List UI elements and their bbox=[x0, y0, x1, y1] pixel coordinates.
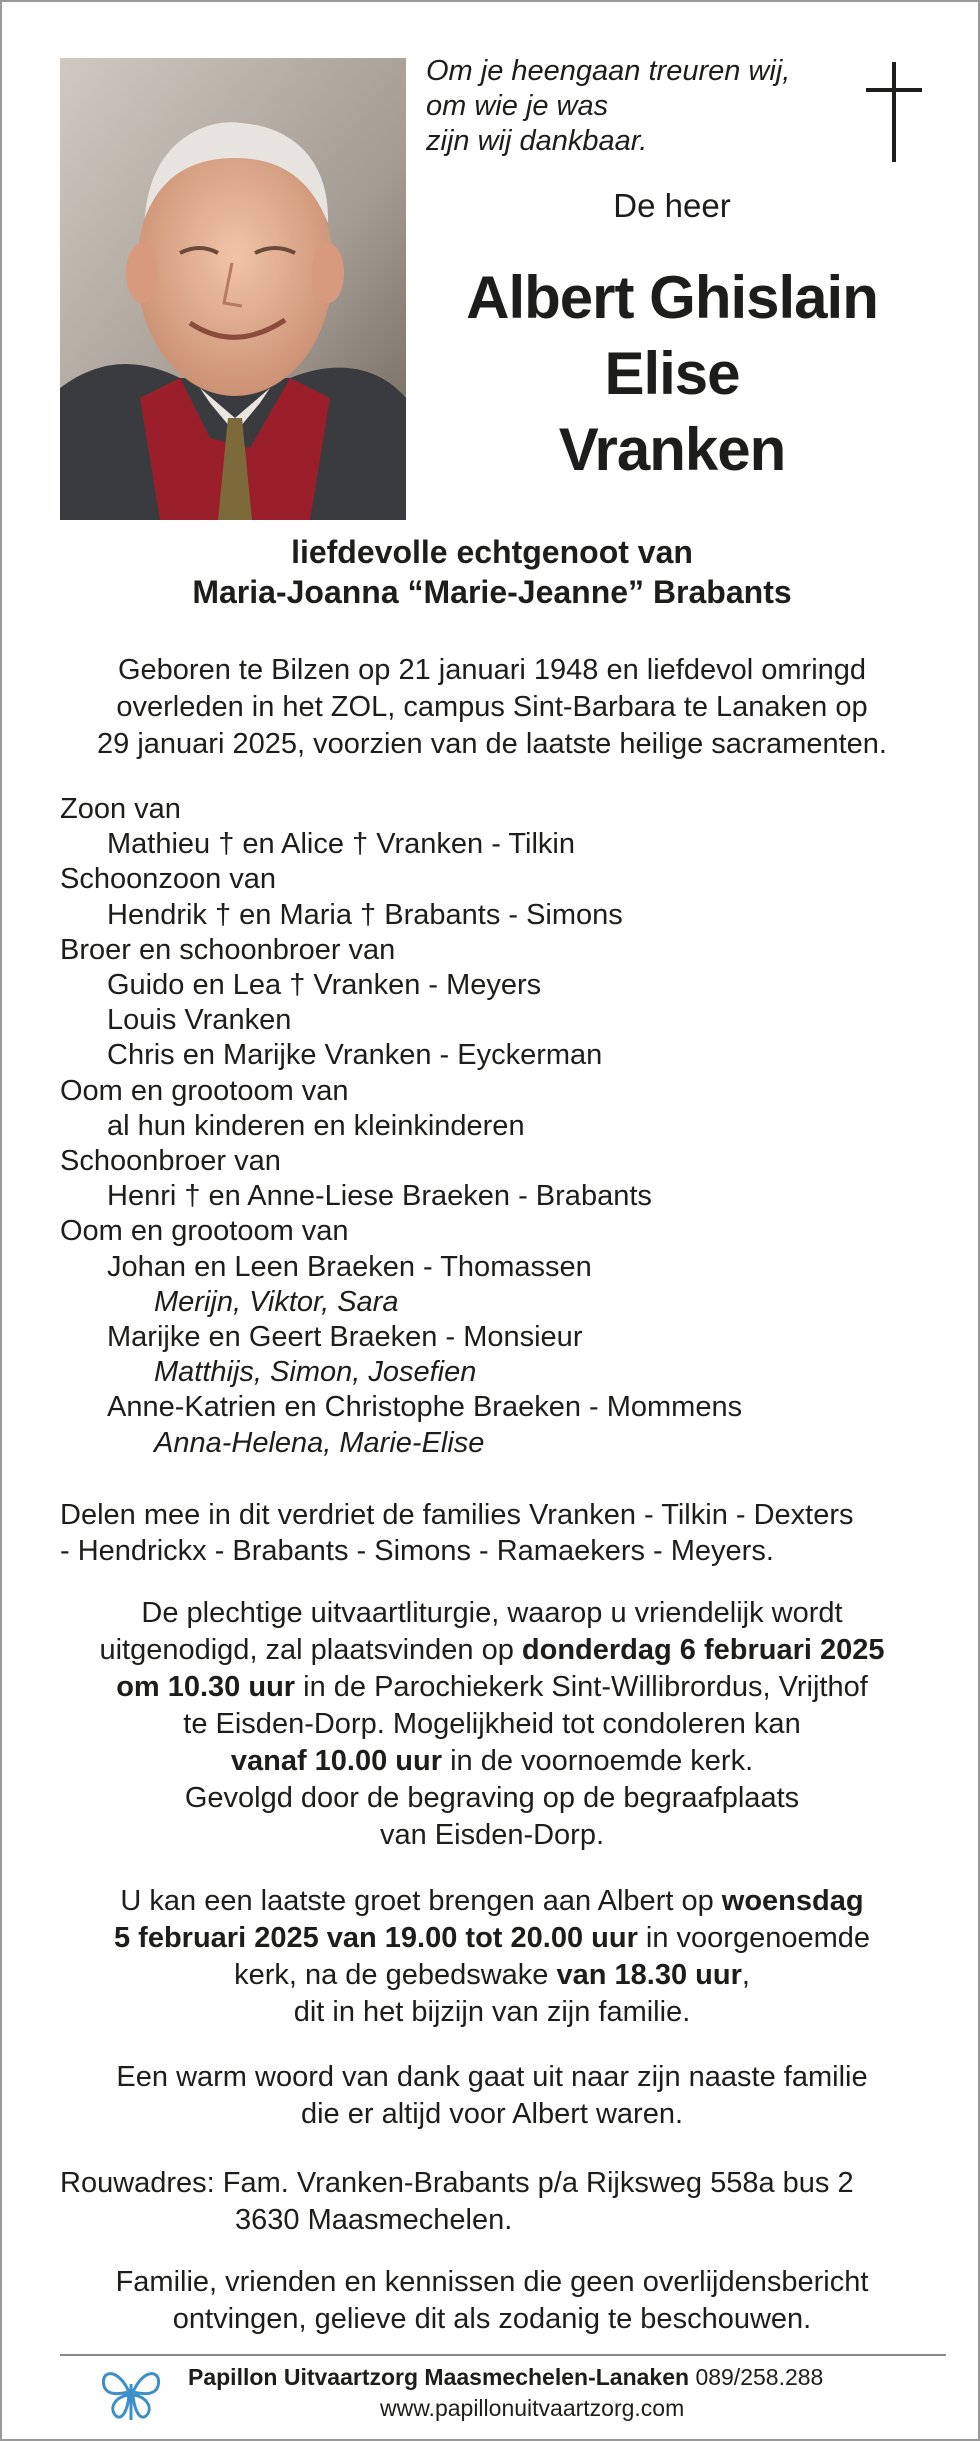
visit-day: woensdag bbox=[721, 1885, 864, 1917]
paragraph-line: Rouwadres: Fam. Vranken-Brabants p/a Rijksweg 558a bus 2 bbox=[60, 2167, 854, 2199]
paragraph-line: ontvingen, gelieve dit als zodanig te beschouwen. bbox=[172, 2303, 812, 2335]
notice-paragraph bbox=[2, 2264, 980, 2338]
paragraph-line: 3630 Maasmechelen. bbox=[235, 2204, 513, 2236]
paragraph-line: Familie, vrienden en kennissen die geen overlijdensbericht bbox=[115, 2266, 869, 2298]
paragraph-line: Gevolgd door de begraving op de begraafplaats bbox=[184, 1782, 800, 1814]
text-span: in voorgenoemde bbox=[637, 1922, 871, 1954]
text-span: in de Parochiekerk Sint-Willibrordus, Vrijthof bbox=[295, 1671, 868, 1703]
text-span: in de voornoemde kerk. bbox=[442, 1745, 754, 1777]
paragraph-line: - Hendrickx - Brabants - Simons - Ramaekers - Meyers. bbox=[60, 1535, 774, 1567]
paragraph-line: te Eisden-Dorp. Mogelijkheid tot condoleren kan bbox=[183, 1708, 801, 1740]
motto-line: zijn wij dankbaar. bbox=[426, 125, 648, 157]
family-list bbox=[60, 792, 742, 1461]
family-member: Louis Vranken bbox=[107, 1004, 292, 1037]
name-line: Elise bbox=[604, 340, 740, 407]
family-relation-heading: Zoon van bbox=[60, 793, 181, 825]
text-span: , bbox=[741, 1959, 750, 1991]
motto-line: om wie je was bbox=[426, 90, 609, 122]
ceremony-time: om 10.30 uur bbox=[116, 1671, 296, 1703]
condolence-time: vanaf 10.00 uur bbox=[230, 1745, 443, 1777]
paragraph-line bbox=[2, 1957, 980, 1994]
family-member: Marijke en Geert Braeken - Monsieur bbox=[107, 1321, 583, 1354]
family-member: al hun kinderen en kleinkinderen bbox=[107, 1109, 525, 1142]
paragraph-line: Een warm woord van dank gaat uit naar zijn naaste familie bbox=[116, 2061, 868, 2093]
funeral-ceremony-info bbox=[2, 1595, 980, 1854]
funeral-home-line bbox=[188, 2364, 823, 2391]
paragraph-line bbox=[2, 1920, 980, 1957]
family-member: Henri † en Anne-Liese Braeken - Brabants bbox=[107, 1180, 652, 1213]
paragraph-line: dit in het bijzijn van zijn familie. bbox=[293, 1996, 691, 2028]
grandchildren-names: Anna-Helena, Marie-Elise bbox=[154, 1426, 485, 1459]
motto-line: Om je heengaan treuren wij, bbox=[426, 55, 791, 87]
grandchildren-names: Matthijs, Simon, Josefien bbox=[154, 1356, 477, 1389]
family-member: Chris en Marijke Vranken - Eyckerman bbox=[107, 1039, 603, 1072]
cross-icon bbox=[866, 62, 922, 162]
honorific-title: De heer bbox=[613, 187, 731, 224]
sharing-families bbox=[60, 1497, 854, 1569]
family-relation-heading: Broer en schoonbroer van bbox=[60, 933, 396, 966]
butterfly-icon bbox=[98, 2362, 164, 2424]
visit-time: 5 februari 2025 van 19.00 tot 20.00 uur bbox=[113, 1922, 638, 1954]
paragraph-line: Geboren te Bilzen op 21 januari 1948 en liefdevol omringd bbox=[117, 654, 867, 686]
spouse-line: Maria-Joanna “Marie-Jeanne” Brabants bbox=[192, 574, 792, 610]
family-relation-heading: Oom en grootoom van bbox=[60, 1074, 349, 1107]
text-span: uitgenodigd, zal plaatsvinden op bbox=[99, 1634, 522, 1666]
portrait-photo bbox=[60, 58, 406, 520]
family-member: Anne-Katrien en Christophe Braeken - Mommens bbox=[107, 1391, 743, 1424]
family-relation-heading: Oom en grootoom van bbox=[60, 1215, 349, 1248]
deceased-name bbox=[422, 260, 922, 488]
family-member: Hendrik † en Maria † Brabants - Simons bbox=[107, 898, 623, 931]
paragraph-line: van Eisden-Dorp. bbox=[379, 1819, 605, 1851]
memorial-motto bbox=[426, 54, 790, 159]
text-span: U kan een laatste groet brengen aan Albert op bbox=[120, 1885, 722, 1917]
birth-death-paragraph bbox=[2, 652, 980, 763]
ceremony-date: donderdag 6 februari 2025 bbox=[521, 1634, 885, 1666]
mourning-address bbox=[60, 2165, 854, 2239]
footer-divider bbox=[60, 2354, 946, 2356]
spouse-line: liefdevolle echtgenoot van bbox=[291, 534, 693, 570]
paragraph-line: overleden in het ZOL, campus Sint-Barbara te Lanaken op bbox=[116, 691, 868, 723]
paragraph-line bbox=[2, 1883, 980, 1920]
paragraph-line bbox=[2, 1669, 980, 1706]
spouse-block bbox=[2, 532, 980, 612]
paragraph-line: De plechtige uitvaartliturgie, waarop u vriendelijk wordt bbox=[141, 1597, 843, 1629]
name-line: Albert Ghislain bbox=[466, 264, 878, 331]
thanks-paragraph bbox=[2, 2059, 980, 2133]
family-member: Johan en Leen Braeken - Thomassen bbox=[107, 1250, 592, 1283]
funeral-home-name: Papillon Uitvaartzorg Maasmechelen-Lanaken bbox=[188, 2364, 690, 2390]
family-member: Mathieu † en Alice † Vranken - Tilkin bbox=[107, 828, 576, 861]
paragraph-line bbox=[2, 1632, 980, 1669]
vigil-time: van 18.30 uur bbox=[556, 1959, 742, 1991]
family-member: Guido en Lea † Vranken - Meyers bbox=[107, 969, 542, 1002]
text-span: kerk, na de gebedswake bbox=[234, 1959, 557, 1991]
funeral-home-phone: 089/258.288 bbox=[695, 2364, 824, 2390]
funeral-home-website[interactable]: www.papillonuitvaartzorg.com bbox=[380, 2395, 685, 2421]
paragraph-line: die er altijd voor Albert waren. bbox=[300, 2098, 684, 2130]
paragraph-line: 29 januari 2025, voorzien van de laatste heilige sacramenten. bbox=[97, 728, 887, 760]
name-line: Vranken bbox=[558, 416, 786, 483]
family-relation-heading: Schoonzoon van bbox=[60, 863, 277, 896]
farewell-visit-info bbox=[2, 1883, 980, 2031]
paragraph-line bbox=[2, 1743, 980, 1780]
paragraph-line: Delen mee in dit verdriet de families Vranken - Tilkin - Dexters bbox=[60, 1499, 854, 1531]
family-relation-heading: Schoonbroer van bbox=[60, 1145, 281, 1178]
grandchildren-names: Merijn, Viktor, Sara bbox=[154, 1285, 399, 1318]
